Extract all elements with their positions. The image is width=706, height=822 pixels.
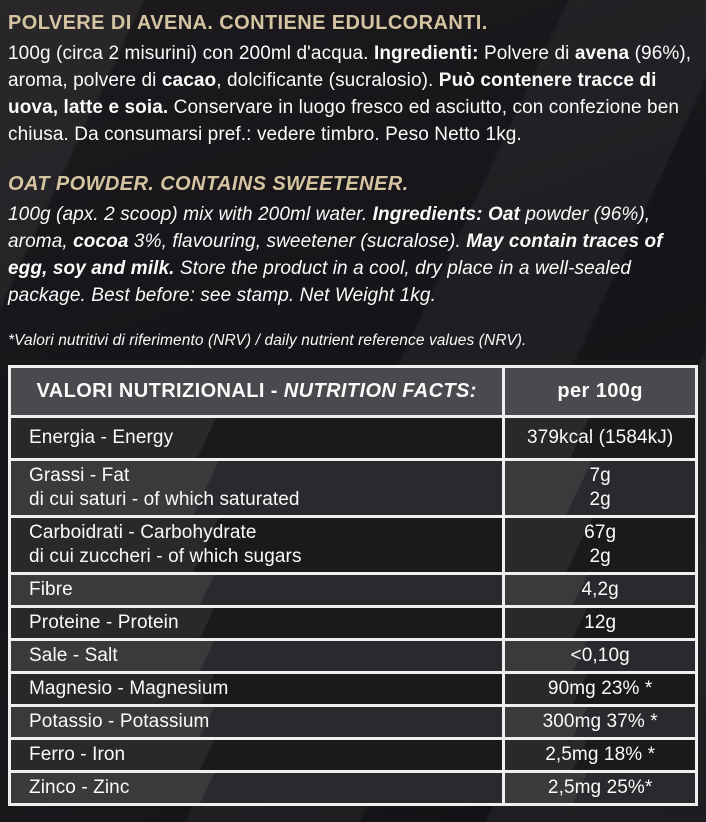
row-value-line: 7g [589,465,611,486]
row-label-line: di cui saturi - of which saturated [29,489,300,510]
header-title-regular: VALORI NUTRIZIONALI - [36,380,284,402]
row-value [505,418,695,458]
nutrition-table [8,365,698,806]
row-value [505,608,695,638]
row-value [505,461,695,515]
table-row [11,418,695,458]
row-value-line: 2g [589,489,611,510]
product-title-en: OAT POWDER. CONTAINS SWEETENER. [8,173,409,195]
text-segment: powder (96%), aroma, [8,204,651,252]
row-label-line: Fibre [29,579,73,600]
text-segment: Può contenere tracce di uova, latte e soia. [8,70,657,118]
text-segment: cocoa [73,231,129,252]
header-title-italic: NUTRITION FACTS: [283,380,477,402]
table-row [11,707,695,737]
table-header-unit: per 100g [505,368,695,415]
row-value-line: 2,5mg 18% * [545,744,656,765]
table-row [11,608,695,638]
text-segment: (96%), aroma, polvere di [8,43,692,91]
row-label-line: Grassi - Fat [29,465,130,486]
row-value-line: <0,10g [570,645,630,666]
table-header-row [11,368,695,415]
row-label [11,740,502,770]
ingredients-paragraph-it [8,40,698,148]
row-value [505,575,695,605]
table-row [11,461,695,515]
row-label-line: Zinco - Zinc [29,777,130,798]
row-label-line: di cui zuccheri - of which sugars [29,546,302,567]
text-segment: Polvere di [478,43,575,64]
row-value [505,674,695,704]
row-value [505,641,695,671]
row-label [11,641,502,671]
product-title-it: POLVERE DI AVENA. CONTIENE EDULCORANTI. [8,12,488,34]
row-label-line: Sale - Salt [29,645,118,666]
table-row [11,518,695,572]
row-label [11,461,502,515]
row-value-line: 2,5mg 25%* [547,777,653,798]
row-value-line: 2g [589,546,611,567]
text-segment: avena [574,43,630,64]
row-label-line: Proteine - Protein [29,612,179,633]
text-segment: Store the product in a cool, dry place in a well-sealed package. Best before: see stamp. Net Weight 1kg. [8,258,632,306]
nutrition-table-body [11,418,695,803]
row-label [11,707,502,737]
row-label [11,608,502,638]
row-value [505,707,695,737]
nrv-footnote: *Valori nutritivi di riferimento (NRV) / daily nutrient reference values (NRV). [8,332,527,349]
table-row [11,674,695,704]
row-label-line: Energia - Energy [29,427,174,448]
table-header-title [11,368,502,415]
row-label-line: Carboidrati - Carbohydrate [29,522,257,543]
row-value-line: 12g [584,612,617,633]
text-segment: May contain traces of egg, soy and milk. [8,231,663,279]
row-label-line: Potassio - Potassium [29,711,210,732]
text-segment: , dolcificante (sucralosio). [216,70,439,91]
text-segment: 3%, flavouring, sweetener (sucralose). [128,231,467,252]
row-value-line: 4,2g [581,579,619,600]
text-segment: Conservare in luogo fresco ed asciutto, con confezione ben chiusa. Da consumarsi pref.: vedere timbro. Peso Netto 1kg. [8,97,680,145]
row-label-line: Ferro - Iron [29,744,126,765]
table-row [11,641,695,671]
text-segment: 100g (circa 2 misurini) con 200ml d'acqua. [8,43,374,64]
row-value-line: 67g [584,522,617,543]
row-label [11,773,502,803]
text-segment: Ingredients: Oat [372,204,520,225]
text-segment: Ingredienti: [373,43,479,64]
row-value-line: 300mg 37% * [542,711,658,732]
table-row [11,575,695,605]
table-row [11,740,695,770]
text-segment: 100g (apx. 2 scoop) mix with 200ml water. [8,204,373,225]
row-value [505,773,695,803]
table-row [11,773,695,803]
row-value [505,740,695,770]
ingredients-paragraph-en [8,201,698,309]
text-segment: cacao [161,70,217,91]
row-value [505,518,695,572]
row-label-line: Magnesio - Magnesium [29,678,229,699]
row-label [11,674,502,704]
row-value-line: 90mg 23% * [547,678,653,699]
row-label [11,418,502,458]
row-label [11,518,502,572]
row-label [11,575,502,605]
row-value-line: 379kcal (1584kJ) [527,427,674,448]
